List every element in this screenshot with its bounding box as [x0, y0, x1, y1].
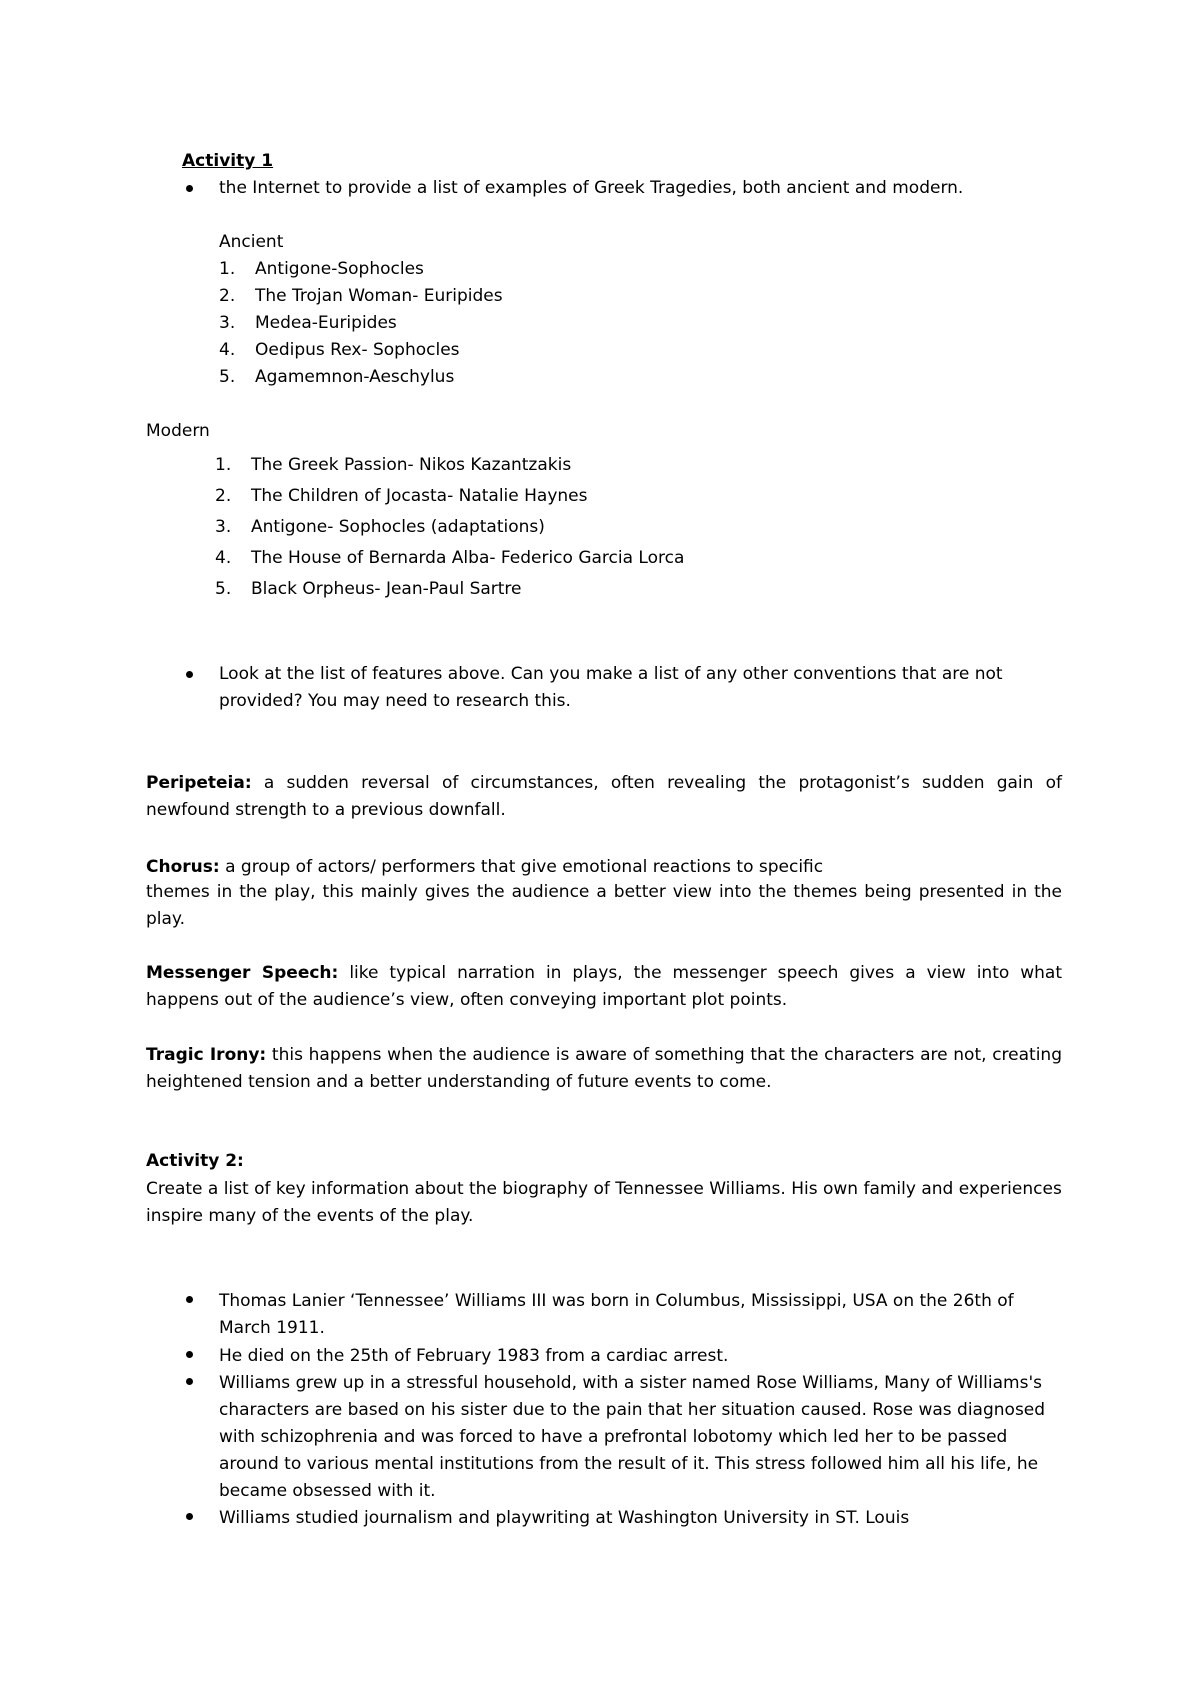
activity1-heading: Activity 1	[182, 151, 274, 171]
bullet-icon	[186, 185, 193, 192]
biography-item: Williams grew up in a stressful household, with a sister named Rose Williams, Many of Williams's characters are based on his sister due to the pain that her situation caused. Rose was diagnosed with schizophrenia and was forced to have a prefrontal lobotomy which led her to be passed around to various mental institutions from the result of it. This stress followed him all his life, he became obsessed with it.	[219, 1373, 1046, 1501]
list-item: The House of Bernarda Alba- Federico Garcia Lorca	[251, 548, 685, 568]
bullet-icon	[186, 671, 193, 678]
definition-text: this happens when the audience is aware of something that the characters are not, creating heightened tension and a better understanding of future events to come.	[146, 1045, 1062, 1092]
list-number: 3.	[215, 517, 232, 537]
bullet-icon	[186, 1351, 193, 1358]
list-number: 2.	[219, 286, 236, 306]
activity2-intro: Create a list of key information about the biography of Tennessee Williams. His own family and experiences inspire many of the events of the play.	[146, 1179, 1062, 1226]
list-item: Antigone- Sophocles (adaptations)	[251, 517, 545, 537]
list-number: 1.	[215, 455, 232, 475]
conventions-question-line2: provided? You may need to research this.	[219, 691, 571, 711]
list-item: Oedipus Rex- Sophocles	[255, 340, 460, 360]
definition-text: a sudden reversal of circumstances, often revealing the protagonist’s sudden gain of newfound strength to a previous downfall.	[146, 773, 1062, 820]
definition-messenger-speech	[146, 960, 1062, 1014]
list-number: 4.	[219, 340, 236, 360]
list-number: 3.	[219, 313, 236, 333]
list-number: 1.	[219, 259, 236, 279]
definition-term: Peripeteia:	[146, 773, 252, 793]
list-number: 4.	[215, 548, 232, 568]
bullet-icon	[186, 1296, 193, 1303]
definition-peripeteia	[146, 770, 1062, 824]
list-item: The Greek Passion- Nikos Kazantzakis	[251, 455, 572, 475]
definition-term: Messenger Speech:	[146, 963, 339, 983]
list-number: 5.	[219, 367, 236, 387]
list-item: Agamemnon-Aeschylus	[255, 367, 455, 387]
definition-text: a group of actors/ performers that give emotional reactions to specific	[219, 857, 824, 877]
definition-tragic-irony	[146, 1042, 1062, 1096]
activity2-heading: Activity 2:	[146, 1151, 244, 1171]
definition-chorus	[146, 856, 823, 878]
list-item: The Trojan Woman- Euripides	[255, 286, 503, 306]
biography-item: Williams studied journalism and playwriting at Washington University in ST. Louis	[219, 1508, 910, 1528]
list-item: Antigone-Sophocles	[255, 259, 424, 279]
conventions-question-line1: Look at the list of features above. Can you make a list of any other conventions that are not	[219, 664, 1003, 684]
list-item: Black Orpheus- Jean-Paul Sartre	[251, 579, 522, 599]
ancient-label: Ancient	[219, 232, 284, 252]
definition-text: like typical narration in plays, the messenger speech gives a view into what happens out of the audience’s view, often conveying important plot points.	[146, 963, 1062, 1010]
list-item: The Children of Jocasta- Natalie Haynes	[251, 486, 588, 506]
modern-label: Modern	[146, 421, 210, 441]
definition-term: Tragic Irony:	[146, 1045, 267, 1065]
definition-chorus-continued	[146, 879, 1062, 933]
definition-text: themes in the play, this mainly gives the audience a better view into the themes being presented in the play.	[146, 882, 1062, 929]
definition-term: Chorus:	[146, 857, 220, 877]
list-number: 5.	[215, 579, 232, 599]
biography-item: He died on the 25th of February 1983 from a cardiac arrest.	[219, 1346, 729, 1366]
bullet-icon	[186, 1378, 193, 1385]
list-item: Medea-Euripides	[255, 313, 397, 333]
biography-item: Thomas Lanier ‘Tennessee’ Williams III was born in Columbus, Mississippi, USA on the 26th of March 1911.	[219, 1291, 1014, 1338]
activity1-instruction: the Internet to provide a list of examples of Greek Tragedies, both ancient and modern.	[219, 178, 964, 198]
list-number: 2.	[215, 486, 232, 506]
bullet-icon	[186, 1513, 193, 1520]
